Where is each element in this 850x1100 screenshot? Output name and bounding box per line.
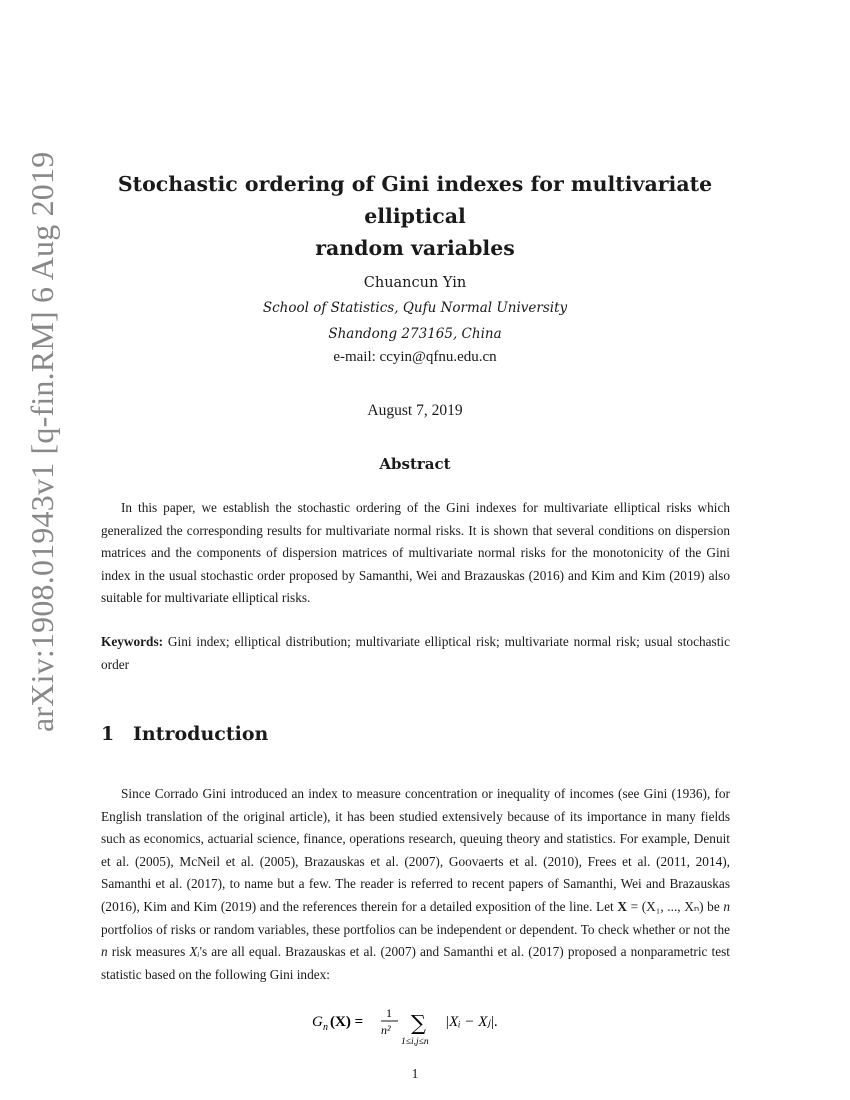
section-number: 1 [101, 723, 115, 745]
eq-sum-subscript: 1≤i,j≤n [401, 1037, 429, 1047]
keywords-block [101, 631, 730, 676]
eq-g-subscript: n [323, 1022, 328, 1033]
abstract-body [101, 497, 730, 610]
keywords-label: Keywords: [101, 634, 164, 649]
intro-math-bold-x: X [617, 898, 627, 914]
section-title: Introduction [133, 723, 269, 745]
gini-index-equation [300, 1006, 560, 1050]
intro-math-xi: Xᵢ [189, 944, 200, 960]
abstract-text: In this paper, we establish the stochastic ordering of the Gini indexes for multivariate elliptical risks which generalized the corresponding results for multivariate normal risks. It is shown that several conditions on dispersion matrices and the components of dispersion matrices of multivariate normal risks for the monotonicity of the Gini index in the usual stochastic order proposed by Samanthi, Wei and Brazauskas (2016) and Kim and Kim (2019) also suitable for multivariate elliptical risks. [101, 500, 730, 606]
title-line-2: random variables [315, 236, 515, 260]
equation-graphic [300, 1006, 560, 1050]
intro-text-part-4: risk measures [107, 944, 190, 960]
keywords-text: Gini index; elliptical distribution; multivariate elliptical risk; multivariate normal risk; usual stochastic order [101, 634, 730, 672]
intro-text-part-1: Since Corrado Gini introduced an index to measure concentration or inequality of incomes (see Gini (1936), for English translation of the original article), it has been studied extensively because of its importance in many fields such as economics, actuarial science, finance, operations research, queuing theory and statistics. For example, Denuit et al. (2005), McNeil et al. (2005), Brazauskas et al. (2007), Goovaerts et al. (2010), Frees et al. (2011, 2014), Samanthi et al. (2017), to name but a few. The reader is referred to recent papers of Samanthi, Wei and Brazauskas (2016), Kim and Kim (2019) and the references therein for a detailed exposition of the line. Let [101, 786, 730, 914]
intro-text-part-3: portfolios of risks or random variables, these portfolios can be independent or dependent. To check whether or not the [101, 921, 730, 937]
title-line-1: Stochastic ordering of Gini indexes for multivariate elliptical [117, 172, 713, 228]
eq-lhs-argument: (X) = [330, 1014, 364, 1030]
paper-title [90, 168, 740, 264]
intro-text-part-5: 's are all equal. Brazauskas et al. (2007) and Samanthi et al. (2017) proposed a nonparametric test statistic based on the following Gini index: [101, 944, 730, 982]
author-name: Chuancun Yin [363, 275, 467, 291]
affiliation-line-1: School of Statistics, Qufu Normal University [262, 300, 568, 316]
eq-sum-symbol: ∑ [411, 1011, 426, 1035]
intro-math-n: n [723, 898, 731, 914]
eq-summand: |Xᵢ − Xⱼ|. [445, 1014, 498, 1030]
intro-text-part-2: be [703, 898, 724, 914]
introduction-paragraph [101, 783, 730, 986]
section-heading-introduction [101, 723, 268, 745]
eq-fraction-denominator: n² [381, 1023, 391, 1037]
intro-math-n-2: n [101, 944, 108, 960]
arxiv-identifier-stamp: arXiv:1908.01943v1 [q-fin.RM] 6 Aug 2019 [24, 151, 60, 732]
paper-date: August 7, 2019 [367, 402, 463, 419]
page-number: 1 [411, 1066, 419, 1081]
abstract-heading: Abstract [379, 455, 451, 473]
eq-g-symbol: G [312, 1014, 323, 1030]
eq-fraction-numerator: 1 [386, 1006, 392, 1020]
author-email: e-mail: ccyin@qfnu.edu.cn [333, 349, 497, 365]
affiliation-line-2: Shandong 273165, China [328, 326, 502, 342]
intro-math-tuple: = (X₁, ..., Xₙ) [626, 898, 704, 914]
